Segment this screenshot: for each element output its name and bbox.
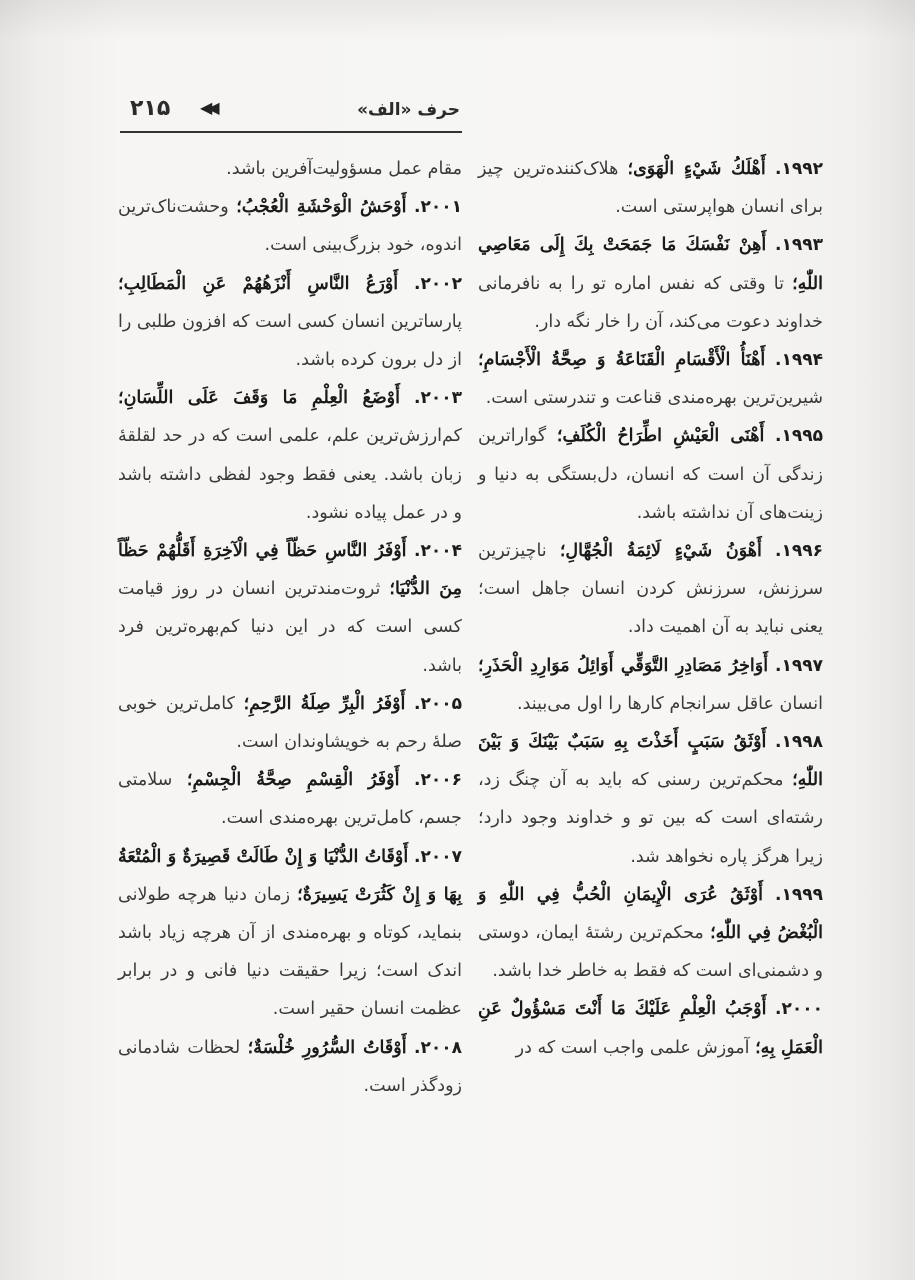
- arabic-text: أَوْثَقُ عُرَى الْإِيمَانِ الْحُبُّ فِي اللّٰهِ وَ الْبُغْضُ فِي اللّٰهِ؛: [478, 884, 823, 944]
- entry-continuation: [118, 150, 462, 188]
- entry-number: ۱۹۹۸.: [775, 732, 823, 753]
- right-column: [478, 150, 823, 1067]
- translation-text: کامل‌ترین خوبی صلهٔ رحم به خویشاوندان است.: [118, 693, 462, 753]
- translation-text: گواراترین زندگی آن است که انسان، دل‌بستگی به دنیا و زینت‌های آن نداشته باشد.: [478, 426, 823, 523]
- entry: [478, 723, 823, 876]
- translation-text: وحشت‌ناک‌ترین اندوه، خود بزرگ‌بینی است.: [118, 197, 462, 256]
- arabic-text: أَوْجَبُ الْعِلْمِ عَلَيْكَ مَا أَنْتَ مَسْؤُولٌ عَنِ الْعَمَلِ بِهِ؛: [478, 999, 823, 1058]
- arabic-text: أَهِنْ نَفْسَكَ مَا جَمَحَتْ بِكَ إِلَى مَعَاصِي اللّٰهِ؛: [478, 235, 823, 294]
- entry-number: ۱۹۹۷.: [775, 655, 823, 676]
- translation-text: سلامتی جسم، کامل‌ترین بهره‌مندی است.: [118, 770, 462, 829]
- entry: [478, 150, 823, 226]
- entry: [118, 379, 462, 532]
- arabic-text: أَهْنَأُ الْأَقْسَامِ الْقَنَاعَةُ وَ صِحَّةُ الْأَجْسَامِ؛: [478, 350, 766, 371]
- left-column: [118, 150, 462, 1105]
- entry-number: ۲۰۰۷.: [414, 846, 462, 867]
- arabic-text: أَوْقَاتُ الدُّنْيَا وَ إِنْ طَالَتْ قَصِيرَةٌ وَ الْمُتْعَةُ بِهَا وَ إِنْ كَثُرَتْ يَسِيرَةٌ؛: [118, 846, 462, 905]
- translation-text: محکم‌ترین رسنی که باید به آن چنگ زد، رشته‌ای است که بین تو و خداوند وجود دارد؛ زیرا هرگز پاره نخواهد شد.: [478, 770, 823, 867]
- entry: [478, 990, 823, 1066]
- translation-text: هلاک‌کننده‌ترین چیز برای انسان هواپرستی است.: [478, 159, 823, 218]
- translation-text: پارساترین انسان کسی است که افزون طلبی را از دل برون کرده باشد.: [118, 311, 462, 371]
- entry: [478, 876, 823, 991]
- translation-text: کم‌ارزش‌ترین علم، علمی است که در حد لقلقهٔ زبان باشد. یعنی فقط وجود لفظی داشته باشد و در عمل پیاده نشود.: [118, 426, 462, 523]
- arabic-text: أَهْوَنُ شَيْءٍ لَائِمَةُ الْجُهَّالِ؛: [559, 541, 762, 562]
- arabic-text: أَوْضَعُ الْعِلْمِ مَا وَقَفَ عَلَى اللِّسَانِ؛: [118, 388, 400, 409]
- entry-number: ۱۹۹۳.: [775, 235, 823, 256]
- chapter-title: حرف «الف»: [357, 100, 460, 120]
- entry-number: ۲۰۰۶.: [414, 770, 462, 791]
- translation-text: لحظات شادمانی زودگذر است.: [118, 1037, 462, 1096]
- translation-text: انسان عاقل سرانجام کارها را اول می‌بیند.: [517, 693, 823, 714]
- page-header: [120, 94, 460, 130]
- arabic-text: أَوْفَرُ الْبِرِّ صِلَةُ الرَّحِمِ؛: [243, 693, 406, 714]
- entry: [118, 532, 462, 685]
- entry-number: ۱۹۹۲.: [775, 159, 823, 179]
- entry-number: ۲۰۰۰.: [775, 999, 823, 1020]
- entry: [478, 341, 823, 417]
- entry: [118, 761, 462, 837]
- translation-text: ناچیزترین سرزنش، سرزنش کردن انسان جاهل است؛ یعنی نباید به آن اهمیت داد.: [478, 541, 823, 638]
- entry: [478, 417, 823, 532]
- page-number: ۲۱۵: [130, 96, 171, 121]
- header-rule: [120, 131, 462, 133]
- entry: [478, 226, 823, 341]
- entry-number: ۲۰۰۴.: [414, 541, 462, 562]
- entry-number: ۱۹۹۴.: [775, 350, 823, 371]
- entry-number: ۱۹۹۹.: [775, 884, 823, 905]
- entry: [118, 188, 462, 264]
- entry-number: ۱۹۹۶.: [775, 541, 823, 562]
- translation-text: شیرین‌ترین بهره‌مندی قناعت و تندرستی است.: [485, 388, 823, 409]
- arabic-text: أَوْفَرُ الْقِسْمِ صِحَّةُ الْجِسْمِ؛: [186, 770, 400, 791]
- entry: [118, 1029, 462, 1105]
- translation-text: محکم‌ترین رشتهٔ ایمان، دوستی و دشمنی‌ای است که فقط به خاطر خدا باشد.: [478, 923, 823, 982]
- entry-number: ۲۰۰۲.: [414, 273, 462, 294]
- entry: [478, 532, 823, 647]
- arabic-text: أَهْنَى الْعَيْشِ اطِّرَاحُ الْكُلَفِ؛: [556, 426, 765, 447]
- translation-text: مقام عمل مسؤولیت‌آفرین باشد.: [226, 159, 462, 179]
- entry-number: ۲۰۰۳.: [414, 388, 462, 409]
- entry: [118, 265, 462, 380]
- translation-text: ثروت‌مندترین انسان در روز قیامت کسی است که در این دنیا کم‌بهره‌ترین فرد باشد.: [118, 579, 462, 676]
- entry-number: ۲۰۰۱.: [414, 197, 462, 218]
- entry-number: ۱۹۹۵.: [775, 426, 823, 447]
- translation-text: تا وقتی که نفس اماره تو را به نافرمانی خداوند دعوت می‌کند، آن را خار نگه دار.: [478, 273, 823, 332]
- translation-text: زمان دنیا هرچه طولانی بنماید، کوتاه و بهره‌مندی از آن هرچه زیاد باشد اندک است؛ زیرا حقیقت دنیا فانی و در برابر عظمت انسان حقیر است.: [118, 884, 462, 1020]
- arabic-text: أَوْحَشُ الْوَحْشَةِ الْعُجْبُ؛: [236, 197, 407, 218]
- page-shadow: [0, 0, 915, 40]
- arabic-text: أَهْلَكُ شَيْءٍ الْهَوَى؛: [627, 159, 766, 179]
- entry-number: ۲۰۰۵.: [414, 693, 462, 714]
- arabic-text: أَوَاخِرُ مَصَادِرِ التَّوَقِّي أَوَائِلُ مَوَارِدِ الْحَذَرِ؛: [478, 655, 769, 676]
- arabic-text: أَوْثَقُ سَبَبٍ أَخَذْتَ بِهِ سَبَبٌ بَيْنَكَ وَ بَيْنَ اللّٰهِ؛: [478, 732, 823, 791]
- translation-text: آموزش علمی واجب است که در: [515, 1037, 750, 1058]
- double-arrow-icon: ◀◀: [200, 98, 215, 117]
- arabic-text: أَوْرَعُ النَّاسِ أَنْزَهُهُمْ عَنِ الْمَطَالِبِ؛: [118, 273, 399, 294]
- entry: [118, 838, 462, 1029]
- entry: [118, 685, 462, 761]
- entry: [478, 647, 823, 723]
- arabic-text: أَوْفَرُ النَّاسِ حَظّاً فِي الْآخِرَةِ أَقَلُّهُمْ حَظّاً مِنَ الدُّنْيَا؛: [118, 541, 462, 600]
- arabic-text: أَوْقَاتُ السُّرُورِ خُلْسَةٌ؛: [247, 1037, 407, 1058]
- entry-number: ۲۰۰۸.: [414, 1037, 462, 1058]
